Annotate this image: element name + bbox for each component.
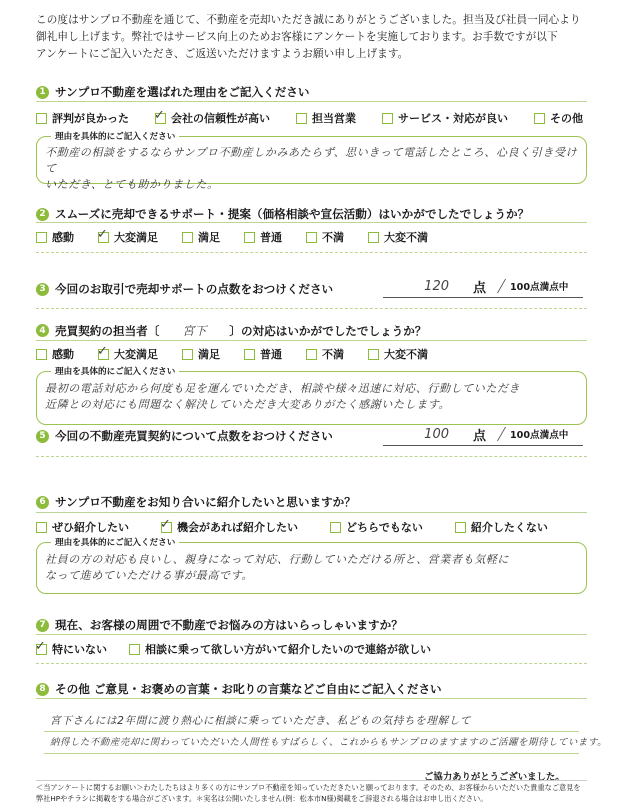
q4-title: 4 売買契約の担当者〔 宮下 〕の対応はいかがでしたでしょうか？	[36, 322, 426, 339]
divider	[36, 780, 587, 781]
q1-option[interactable]: 担当営業	[296, 110, 356, 126]
box-label: 理由を具体的にご記入ください	[51, 365, 179, 377]
q7-option[interactable]: ✓ 特にいない	[35, 638, 107, 656]
q2-option[interactable]: 感動	[36, 229, 74, 245]
writing-line	[44, 731, 579, 732]
box-label: 理由を具体的にご記入ください	[51, 130, 179, 142]
q8-title: 8 その他 ご意見・お褒めの言葉・お叱りの言葉などご自由にご記入ください	[36, 681, 442, 697]
score-max: 100点満点中	[497, 279, 572, 293]
q1-title: 1 サンプロ不動産を選ばれた理由をご記入ください	[36, 84, 309, 100]
q2-title: 2 スムーズに売却できるサポート・提案（価格相談や宣伝活動）はいかがでしたでしょうか？	[36, 206, 529, 222]
check-mark-icon: ✓	[35, 638, 46, 654]
q1-reason-box[interactable]	[36, 132, 587, 191]
divider	[36, 698, 587, 699]
q6-reason-box[interactable]	[36, 538, 587, 594]
check-mark-icon: ✓	[154, 107, 165, 123]
score-unit: 点	[473, 280, 487, 296]
q2-option[interactable]: ✓ 大変満足	[97, 226, 158, 244]
score-max: 100点満点中	[497, 427, 572, 441]
q1-number: 1	[36, 86, 49, 99]
q7-title: 7 現在、お客様の周囲で不動産でお悩みの方はいらっしゃいますか？	[36, 617, 403, 633]
divider	[36, 340, 587, 341]
divider	[36, 101, 587, 102]
divider	[36, 663, 587, 664]
q2-option[interactable]: 大変不満	[368, 229, 428, 245]
divider	[36, 456, 587, 457]
q4-option[interactable]: 不満	[306, 346, 344, 362]
footer-note: ＜当アンケートに関するお願い＞わたしたちはより多くの方にサンプロ不動産を知っていただきたいと願っております。そのため、お客様からいただいた貴重なご意見を 弊社HPやチラシに掲載をする場合がございます。＊実名は公開いたしません(例：松本市N様)掲載をご辞退される場合はお申し出ください。	[36, 783, 581, 803]
q3-score-field[interactable]	[383, 274, 583, 298]
q1-option[interactable]: サービス・対応が良い	[382, 110, 508, 126]
divider	[36, 634, 587, 635]
q7-option[interactable]: 相談に乗って欲しい方がいて紹介したいので連絡が欲しい	[129, 641, 431, 657]
q5-title: 5 今回の不動産売買契約について点数をおつけください	[36, 428, 333, 444]
q6-title: 6 サンプロ不動産をお知り合いに紹介したいと思いますか？	[36, 494, 356, 510]
q4-option[interactable]: 感動	[36, 346, 74, 362]
q4-option[interactable]: 普通	[244, 346, 282, 362]
q6-options	[36, 516, 548, 535]
score-unit: 点	[473, 428, 487, 444]
q2-option[interactable]: 不満	[306, 229, 344, 245]
q3-title: 3 今回のお取引で売却サポートの点数をおつけください	[36, 281, 333, 297]
q7-options	[35, 638, 431, 657]
q4-staff-name: 宮下	[182, 324, 207, 338]
intro-text: この度はサンプロ不動産を通じて、不動産を売却いただき誠にありがとうございました。担当及び社員一同心より 御礼申し上げます。弊社ではサービス向上のためお客様にアンケートを実施しております。お手数ですが以下 アンケートにご記入いただき、ご返送いただけますようお願い申し上げます。	[36, 14, 581, 60]
q6-option[interactable]: どちらでもない	[330, 519, 423, 535]
q4-answer: 最初の電話対応から何度も足を運んでいただき、相談や様々迅速に対応、行動していただき 近隣との対応にも問題なく解決していただき大変ありがたく感謝いたします。	[45, 382, 521, 411]
q1-options	[36, 107, 583, 126]
q8-answer: 宮下さんには2年間に渡り熱心に相談に乗っていただき、私どもの気持ちを理解して 納得した不動産売却に関わっていただいた人間性もすばらしく、これからもサンプロのますますのご活躍を期待しています。	[50, 715, 608, 748]
q4-option[interactable]: 大変不満	[368, 346, 428, 362]
q6-answer: 社員の方の対応も良いし、親身になって対応、行動していただける所と、営業者も気軽に なって進めていただける事が最高です。	[45, 553, 509, 582]
check-mark-icon: ✓	[160, 516, 171, 532]
q2-options	[36, 226, 428, 245]
q6-option[interactable]: ぜひ紹介したい	[36, 519, 129, 535]
divider	[36, 222, 587, 223]
divider	[36, 252, 587, 253]
q4-option[interactable]: 満足	[182, 346, 220, 362]
check-mark-icon: ✓	[97, 226, 108, 242]
q5-score-field[interactable]	[383, 422, 583, 446]
writing-line	[44, 753, 579, 754]
q6-option[interactable]: ✓ 機会があれば紹介したい	[160, 516, 298, 534]
q2-option[interactable]: 普通	[244, 229, 282, 245]
q4-options	[36, 343, 428, 362]
divider	[36, 512, 587, 513]
q1-option[interactable]: 評判が良かった	[36, 110, 129, 126]
thanks-text: ご協力ありがとうございました。	[424, 772, 565, 783]
q4-option[interactable]: ✓ 大変満足	[97, 343, 158, 361]
divider	[36, 308, 587, 309]
q5-score-value: 100	[424, 426, 449, 442]
q3-score-value: 120	[424, 278, 449, 294]
box-label: 理由を具体的にご記入ください	[51, 536, 179, 548]
q2-option[interactable]: 満足	[182, 229, 220, 245]
q4-reason-box[interactable]	[36, 367, 587, 425]
q1-option[interactable]: その他	[534, 110, 583, 126]
check-mark-icon: ✓	[97, 343, 108, 359]
q1-answer: 不動産の相談をするならサンプロ不動産しかみあたらず、思いきって電話したところ、心良く引き受けて いただき、とても助かりました。	[45, 146, 578, 191]
q1-option[interactable]: ✓ 会社の信頼性が高い	[154, 107, 270, 125]
q6-option[interactable]: 紹介したくない	[455, 519, 548, 535]
